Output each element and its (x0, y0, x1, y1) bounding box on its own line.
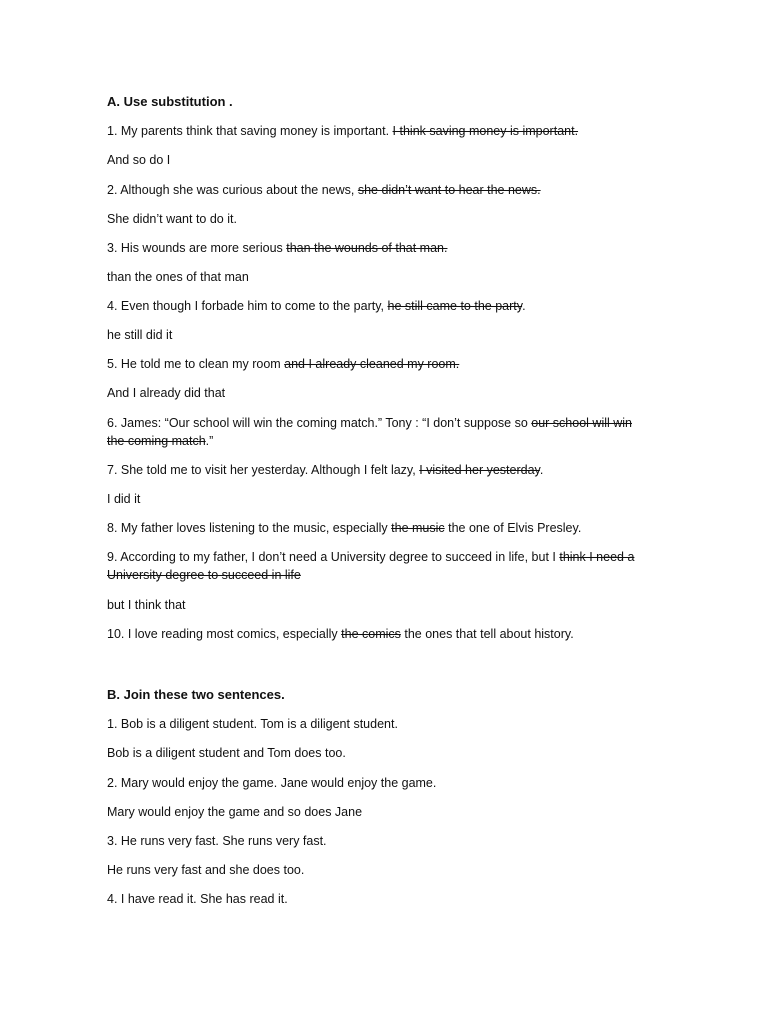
section-a-item-4 (107, 297, 667, 315)
item-text: 9. According to my father, I don’t need a University degree to succeed in life, but I (107, 550, 560, 564)
struck-text: the music (391, 521, 445, 535)
item-text-end: the ones that tell about history. (400, 627, 574, 641)
struck-text: think I need a University degree to succeed in life (107, 550, 635, 582)
section-b-question-2: 2. Mary would enjoy the game. Jane would enjoy the game. (107, 776, 437, 790)
section-b-question-1: 1. Bob is a diligent student. Tom is a diligent student. (107, 717, 398, 731)
section-b-heading: B. Join these two sentences. (107, 687, 285, 702)
section-a-answer-1: And so do I (107, 153, 171, 167)
item-text: 8. My father loves listening to the music, especially (107, 521, 392, 535)
section-a-item-9 (107, 548, 655, 584)
section-a-item-2 (107, 181, 667, 199)
item-text: 1. My parents think that saving money is important. (107, 124, 393, 138)
section-a-answer-3: than the ones of that man (107, 270, 249, 284)
section-a-item-8 (107, 519, 667, 537)
item-text-end: . (522, 299, 526, 313)
section-a-answer-2: She didn’t want to do it. (107, 212, 237, 226)
section-b-answer-1: Bob is a diligent student and Tom does too. (107, 746, 346, 760)
section-b-answer-3: He runs very fast and she does too. (107, 863, 305, 877)
item-text: 10. I love reading most comics, especially (107, 627, 342, 641)
item-text: 2. Although she was curious about the news, (107, 183, 358, 197)
section-b-question-4: 4. I have read it. She has read it. (107, 892, 288, 906)
item-text-end: . (539, 463, 544, 477)
section-a-item-1 (107, 122, 667, 140)
struck-text: and I already cleaned my room. (284, 357, 460, 371)
struck-text: he still came to the party (387, 299, 523, 313)
struck-text: she didn’t want to hear the news. (357, 183, 541, 197)
section-a-answer-9: but I think that (107, 598, 186, 612)
section-a-item-5 (107, 355, 667, 373)
section-a-answer-7: I did it (107, 492, 141, 506)
struck-text: than the wounds of that man. (286, 241, 448, 255)
section-a-item-3 (107, 239, 667, 257)
item-text: 3. His wounds are more serious (107, 241, 287, 255)
section-b-question-3: 3. He runs very fast. She runs very fast. (107, 834, 327, 848)
struck-text: our school will win the coming match (107, 416, 632, 448)
struck-text: I think saving money is important. (392, 124, 579, 138)
struck-text: the comics (341, 627, 401, 641)
item-text-end: the one of Elvis Presley. (444, 521, 582, 535)
section-a-item-6 (107, 414, 647, 450)
item-text: 7. She told me to visit her yesterday. Although I felt lazy, (107, 463, 420, 477)
section-a-item-10 (107, 625, 667, 643)
item-text: 4. Even though I forbade him to come to the party, (107, 299, 388, 313)
section-a-item-7 (107, 461, 667, 479)
section-a-heading: A. Use substitution . (107, 94, 233, 109)
section-a-answer-5: And I already did that (107, 386, 226, 400)
item-text-end: .” (205, 434, 214, 448)
item-text: 5. He told me to clean my room (107, 357, 285, 371)
section-a-answer-4: he still did it (107, 328, 173, 342)
item-text: 6. James: “Our school will win the coming match.” Tony : “I don’t suppose so (107, 416, 532, 430)
section-b-answer-2: Mary would enjoy the game and so does Jane (107, 805, 363, 819)
struck-text: I visited her yesterday (419, 463, 540, 477)
